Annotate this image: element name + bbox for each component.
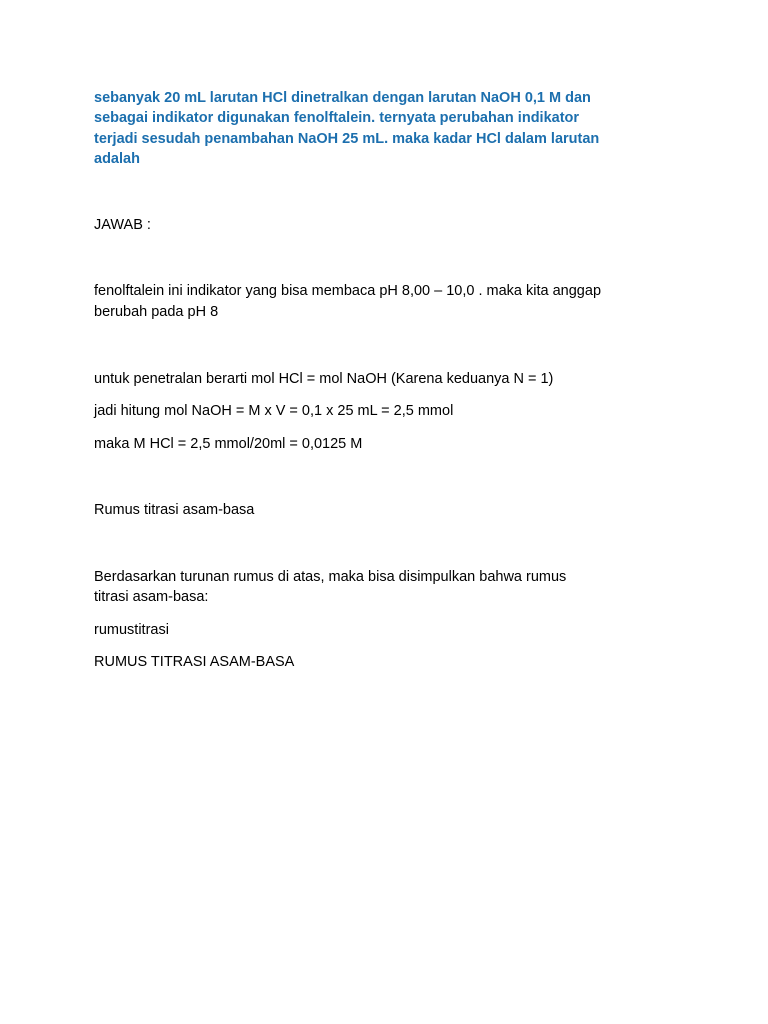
conclusion-line-2: titrasi asam-basa:	[94, 589, 209, 605]
question-line-2: sebagai indikator digunakan fenolftalein. ternyata perubahan indikator	[94, 110, 580, 126]
mol-calculation: jadi hitung mol NaOH = M x V = 0,1 x 25 mL = 2,5 mmol	[94, 403, 454, 419]
image-alt-text: rumustitrasi	[94, 622, 169, 638]
indicator-line-2: berubah pada pH 8	[94, 304, 219, 320]
answer-heading: JAWAB :	[94, 217, 151, 233]
neutralization-statement: untuk penetralan berarti mol HCl = mol NaOH (Karena keduanya N = 1)	[94, 371, 554, 387]
molarity-result: maka M HCl = 2,5 mmol/20ml = 0,0125 M	[94, 436, 363, 452]
conclusion-line-1: Berdasarkan turunan rumus di atas, maka bisa disimpulkan bahwa rumus	[94, 569, 567, 585]
formula-heading: Rumus titrasi asam-basa	[94, 502, 255, 518]
question-line-3: terjadi sesudah penambahan NaOH 25 mL. maka kadar HCl dalam larutan	[94, 131, 600, 147]
question-line-4: adalah	[94, 151, 140, 167]
indicator-line-1: fenolftalein ini indikator yang bisa membaca pH 8,00 – 10,0 . maka kita anggap	[94, 283, 602, 299]
image-caption: RUMUS TITRASI ASAM-BASA	[94, 654, 295, 670]
question-line-1: sebanyak 20 mL larutan HCl dinetralkan dengan larutan NaOH 0,1 M dan	[94, 90, 591, 106]
